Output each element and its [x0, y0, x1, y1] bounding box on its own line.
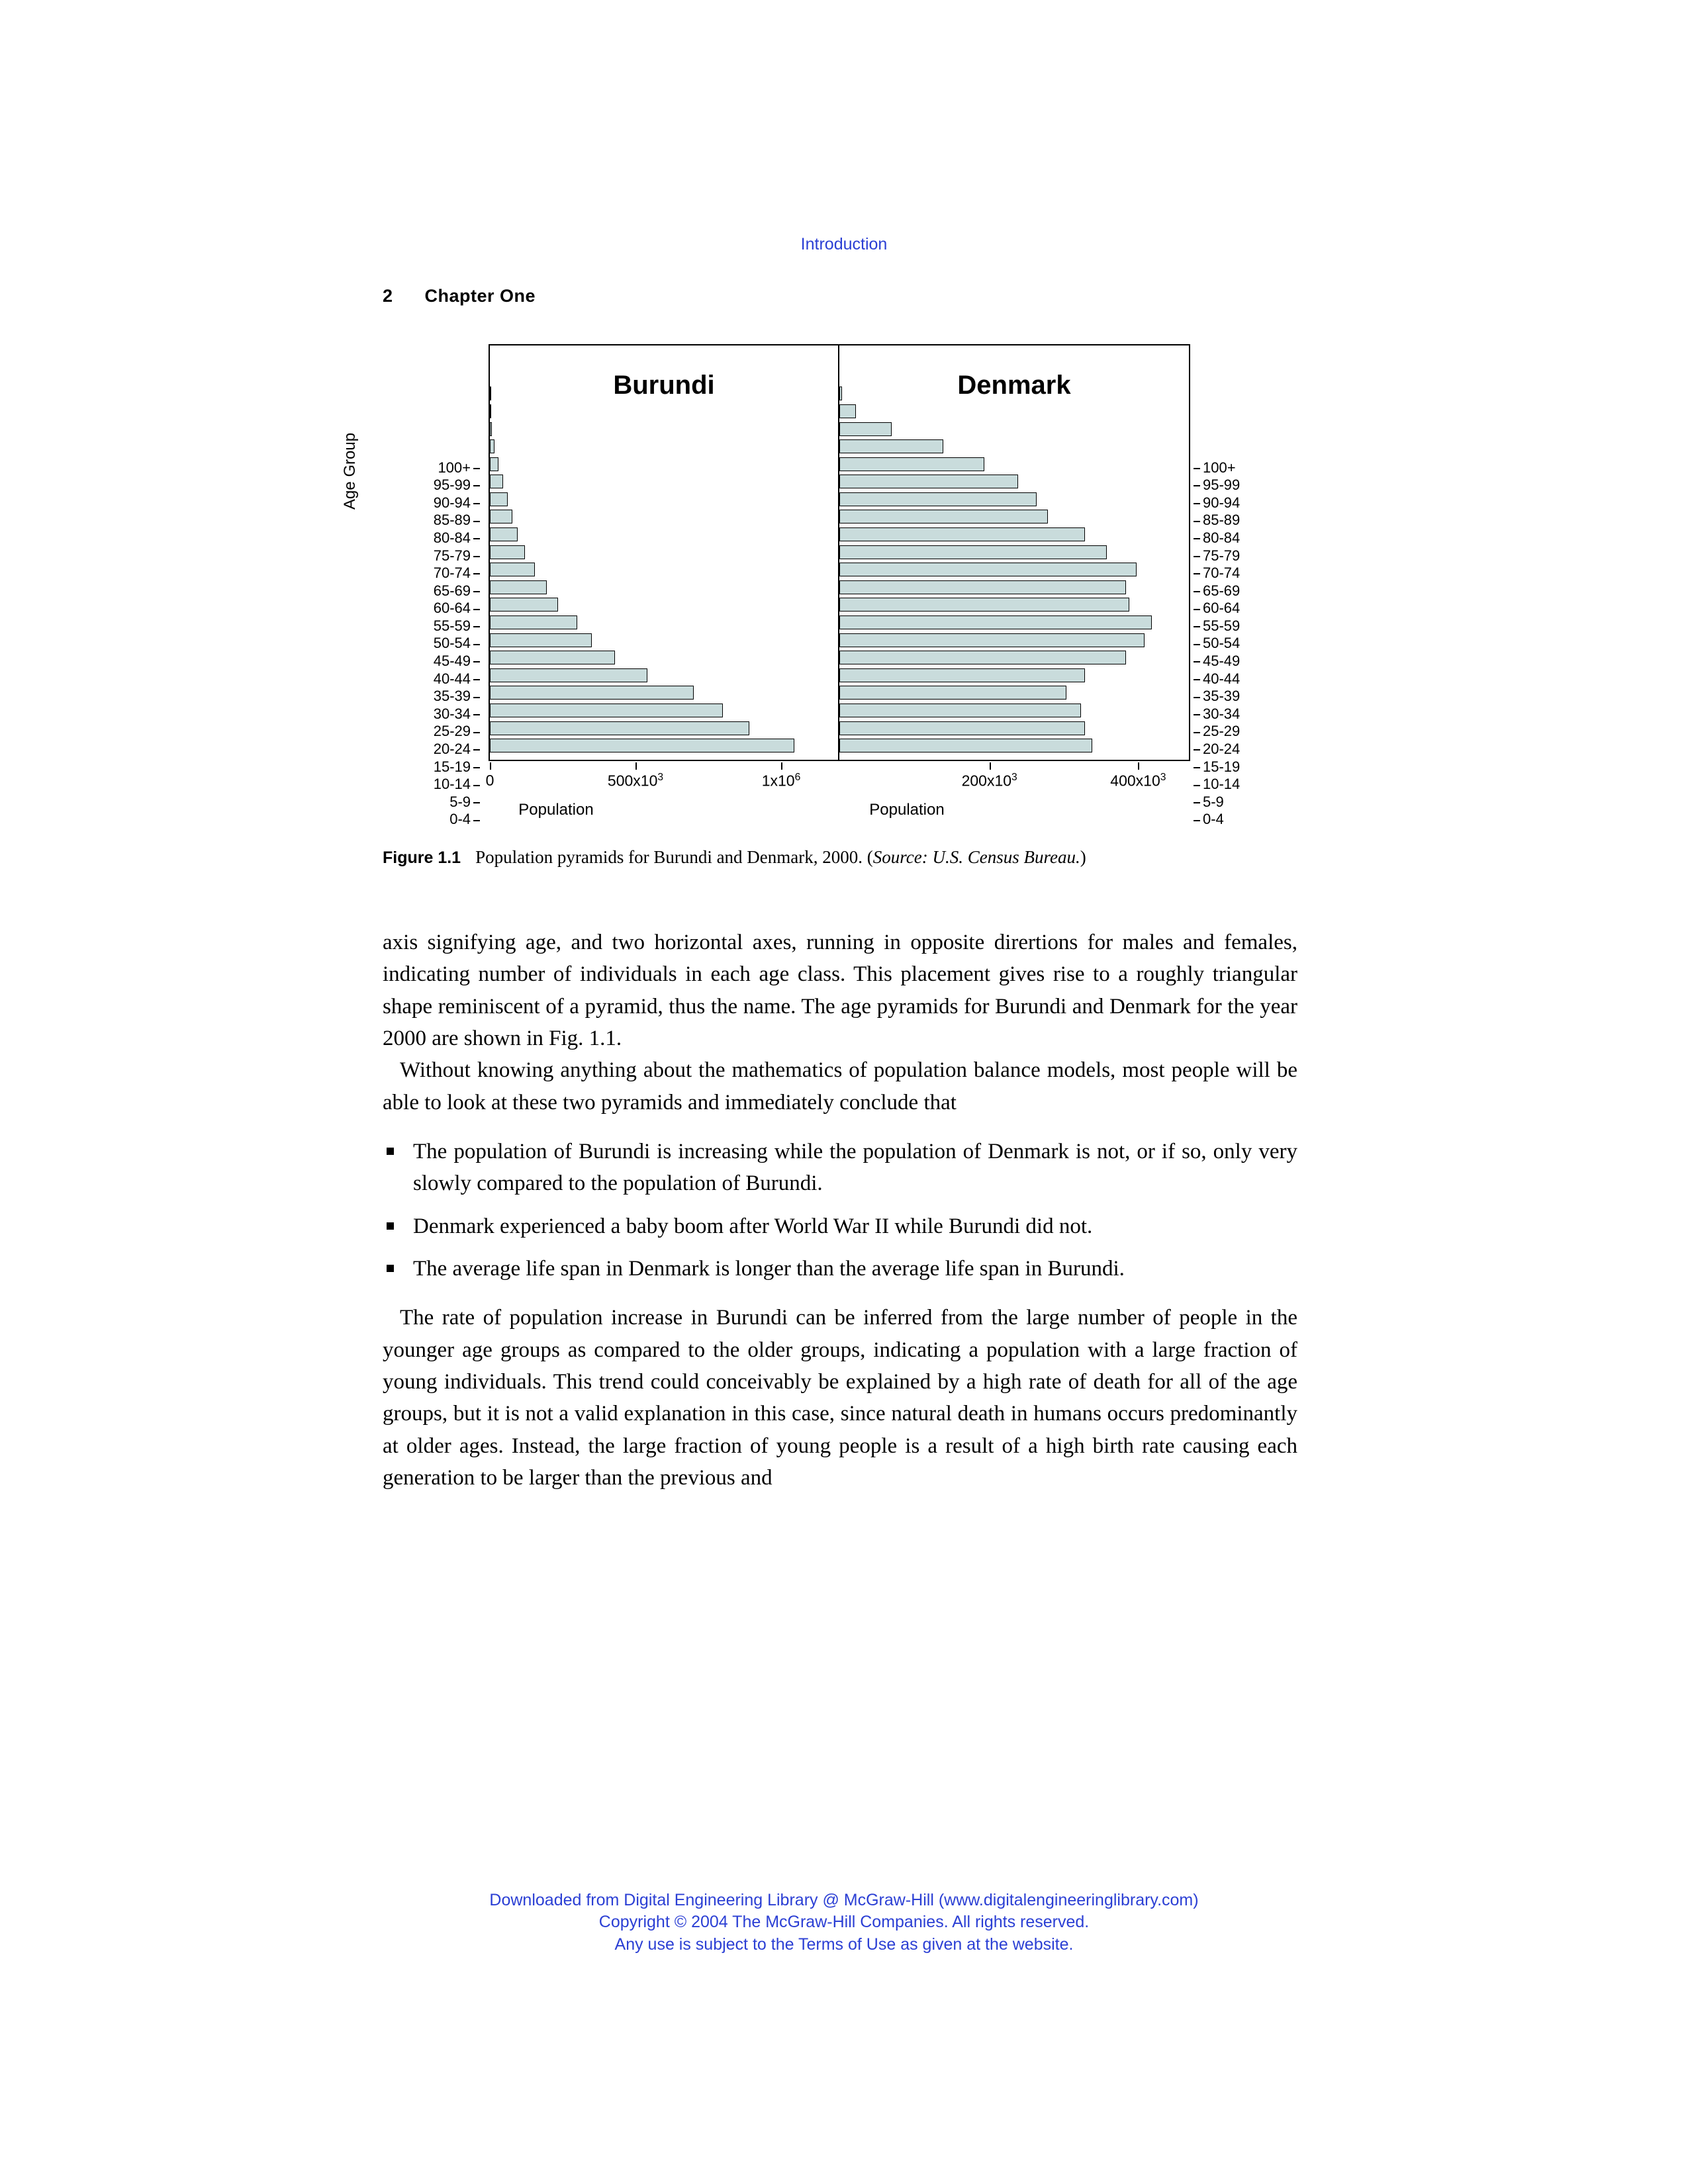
bar-row	[490, 702, 838, 719]
bar-burundi-65-69	[490, 510, 512, 523]
age-tick-85-89: 85-89	[381, 512, 480, 529]
bar-denmark-35-39	[839, 615, 1152, 629]
age-tick-60-64: 60-64	[381, 600, 480, 617]
list-item	[383, 1210, 1297, 1242]
bar-row	[490, 455, 838, 473]
bar-row	[490, 596, 838, 614]
bar-row	[490, 719, 838, 737]
chapter-header	[383, 286, 536, 306]
figure-caption	[383, 846, 1297, 870]
bar-burundi-0-4	[490, 739, 794, 752]
bars-burundi	[490, 359, 838, 754]
bar-row	[839, 631, 1189, 649]
bar-row	[839, 719, 1189, 737]
bullet-square-icon	[387, 1222, 394, 1230]
panel-title-denmark: Denmark	[957, 371, 1071, 400]
bar-denmark-15-19	[839, 686, 1066, 700]
x-axis-ticks	[485, 762, 1190, 790]
x-tick-mark	[635, 762, 637, 770]
age-tick-80-84: 80-84	[381, 529, 480, 547]
x-tick-mark	[781, 762, 782, 770]
bar-row	[490, 490, 838, 508]
x-tick-label: $400x10^3$	[1110, 772, 1166, 790]
bullet-square-icon	[387, 1265, 394, 1272]
running-head: Introduction	[800, 235, 888, 253]
age-tick-75-79: 75-79	[381, 547, 480, 565]
bar-row	[839, 666, 1189, 684]
bar-row	[839, 578, 1189, 596]
age-tick-85-89: 85-89	[1194, 512, 1293, 529]
bar-row	[839, 385, 1189, 403]
age-tick-0-4: 0-4	[381, 811, 480, 829]
bar-row	[839, 402, 1189, 420]
age-tick-30-34: 30-34	[1194, 705, 1293, 723]
x-tick-mark	[990, 762, 991, 770]
bar-burundi-70-74	[490, 492, 508, 506]
bar-row	[490, 543, 838, 561]
x-tick-label: $500x10^3$	[607, 772, 664, 790]
list-item-text: The population of Burundi is increasing while the population of Denmark is not, or if so, only very slowly compared to the population of Burundi.	[413, 1140, 1297, 1196]
age-tick-70-74: 70-74	[381, 565, 480, 582]
age-tick-5-9: 5-9	[1194, 794, 1293, 811]
bar-burundi-85-89	[490, 439, 494, 453]
y-axis-title: Age Group	[341, 432, 359, 510]
bar-burundi-40-44	[490, 598, 558, 612]
bar-row	[839, 508, 1189, 526]
bar-denmark-40-44	[839, 598, 1129, 612]
pyramid-plot	[489, 344, 1190, 761]
bar-burundi-90-94	[490, 422, 492, 436]
age-tick-60-64: 60-64	[1194, 600, 1293, 617]
bar-row	[490, 666, 838, 684]
age-tick-20-24: 20-24	[381, 741, 480, 758]
age-group-labels-left	[381, 357, 480, 829]
x-tick-label: $1x10^6$	[761, 772, 801, 790]
footer-line-3: Any use is subject to the Terms of Use as given at the website.	[614, 1934, 1074, 1954]
bar-burundi-75-79	[490, 475, 503, 488]
bar-denmark-55-59	[839, 545, 1107, 559]
chapter-title: Chapter One	[424, 286, 536, 306]
age-tick-15-19: 15-19	[1194, 758, 1293, 776]
paragraph-3: The rate of population increase in Burundi can be inferred from the large number of people in the younger age groups as compared to the older groups, indicating a population with a large fraction of young individuals. This trend could conceivably be explained by a high rate of death for all of the age groups, but it is not a valid explanation in this case, since natural death in humans occurs predominantly at older ages. Instead, the large fraction of young people is a result of a high birth rate causing each generation to be larger than the previous and	[383, 1306, 1297, 1490]
age-tick-80-84: 80-84	[1194, 529, 1293, 547]
bar-denmark-85-89	[839, 439, 943, 453]
age-tick-65-69: 65-69	[1194, 582, 1293, 600]
x-tick-label: 0	[485, 772, 494, 789]
age-tick-35-39: 35-39	[381, 688, 480, 705]
bar-denmark-100+	[839, 387, 842, 400]
bar-row	[839, 437, 1189, 455]
age-tick-95-99: 95-99	[381, 477, 480, 494]
list-item	[383, 1136, 1297, 1200]
bar-burundi-30-34	[490, 633, 592, 647]
list-item-text: The average life span in Denmark is longer than the average life span in Burundi.	[413, 1257, 1125, 1281]
age-tick-75-79: 75-79	[1194, 547, 1293, 565]
age-tick-15-19: 15-19	[381, 758, 480, 776]
panel-denmark	[839, 345, 1189, 760]
age-tick-95-99: 95-99	[1194, 477, 1293, 494]
bar-row	[839, 561, 1189, 578]
page-number: 2	[383, 286, 393, 306]
x-axis-title-left: Population	[518, 801, 594, 819]
bullet-square-icon	[387, 1148, 394, 1155]
bar-row	[839, 737, 1189, 754]
footer-line-1: Downloaded from Digital Engineering Library @ McGraw-Hill (www.digitalengineeringlibrary.com)	[489, 1891, 1199, 1909]
x-tick-label: $200x10^3$	[961, 772, 1017, 790]
age-tick-5-9: 5-9	[381, 794, 480, 811]
age-group-labels-right	[1194, 357, 1293, 829]
page-footer	[0, 1889, 1688, 1956]
bar-row	[839, 649, 1189, 666]
age-tick-50-54: 50-54	[381, 635, 480, 653]
figure-caption-text: Population pyramids for Burundi and Denmark, 2000. (	[475, 847, 873, 867]
bar-row	[490, 525, 838, 543]
bar-row	[839, 455, 1189, 473]
bar-row	[490, 473, 838, 491]
bar-denmark-65-69	[839, 510, 1048, 523]
age-tick-35-39: 35-39	[1194, 688, 1293, 705]
bar-denmark-70-74	[839, 492, 1037, 506]
bar-row	[839, 596, 1189, 614]
age-tick-100+: 100+	[1194, 459, 1293, 477]
bar-row	[839, 543, 1189, 561]
bar-row	[490, 614, 838, 631]
bars-denmark	[839, 359, 1189, 754]
bar-denmark-0-4	[839, 739, 1092, 752]
bar-denmark-75-79	[839, 475, 1018, 488]
bar-row	[490, 508, 838, 526]
age-tick-25-29: 25-29	[1194, 723, 1293, 741]
age-tick-40-44: 40-44	[1194, 670, 1293, 688]
bar-row	[490, 737, 838, 754]
bar-burundi-50-54	[490, 563, 535, 576]
bar-burundi-100+	[490, 387, 491, 400]
age-tick-10-14: 10-14	[381, 776, 480, 794]
bar-denmark-25-29	[839, 651, 1126, 664]
paragraph-2: Without knowing anything about the mathematics of population balance models, most people will be able to look at these two pyramids and immediately conclude that	[383, 1058, 1297, 1115]
bar-row	[839, 420, 1189, 438]
bar-denmark-10-14	[839, 704, 1081, 717]
body-text	[383, 927, 1297, 1494]
age-tick-70-74: 70-74	[1194, 565, 1293, 582]
age-tick-45-49: 45-49	[381, 653, 480, 670]
bar-denmark-50-54	[839, 563, 1137, 576]
bar-burundi-20-24	[490, 668, 647, 682]
bar-row	[839, 684, 1189, 702]
age-tick-20-24: 20-24	[1194, 741, 1293, 758]
panel-title-burundi: Burundi	[613, 371, 715, 400]
figure-caption-source: Source: U.S. Census Bureau.	[872, 847, 1080, 867]
bar-row	[490, 437, 838, 455]
bar-burundi-60-64	[490, 527, 518, 541]
bar-row	[839, 490, 1189, 508]
footer-line-2: Copyright © 2004 The McGraw-Hill Companies. All rights reserved.	[598, 1913, 1090, 1932]
bar-row	[490, 649, 838, 666]
bar-row	[490, 578, 838, 596]
bar-burundi-95-99	[490, 404, 491, 418]
age-tick-30-34: 30-34	[381, 705, 480, 723]
bar-denmark-30-34	[839, 633, 1145, 647]
age-tick-100+: 100+	[381, 459, 480, 477]
bar-burundi-15-19	[490, 686, 694, 700]
bar-row	[839, 614, 1189, 631]
bar-row	[490, 684, 838, 702]
figure-number: Figure 1.1	[383, 848, 461, 867]
bullet-list	[383, 1136, 1297, 1285]
bar-burundi-80-84	[490, 457, 498, 471]
bar-burundi-10-14	[490, 704, 723, 717]
x-axis-title-right: Population	[869, 801, 945, 819]
age-tick-65-69: 65-69	[381, 582, 480, 600]
age-tick-90-94: 90-94	[381, 494, 480, 512]
age-tick-55-59: 55-59	[1194, 617, 1293, 635]
bar-denmark-80-84	[839, 457, 984, 471]
bar-row	[490, 561, 838, 578]
age-tick-0-4: 0-4	[1194, 811, 1293, 829]
bar-row	[839, 702, 1189, 719]
age-tick-55-59: 55-59	[381, 617, 480, 635]
bar-denmark-45-49	[839, 580, 1126, 594]
age-tick-45-49: 45-49	[1194, 653, 1293, 670]
bar-burundi-35-39	[490, 615, 577, 629]
panel-burundi	[490, 345, 839, 760]
bar-denmark-5-9	[839, 721, 1085, 735]
age-tick-50-54: 50-54	[1194, 635, 1293, 653]
x-tick-mark	[1138, 762, 1139, 770]
bar-row	[839, 473, 1189, 491]
bar-denmark-95-99	[839, 404, 856, 418]
bar-row	[839, 525, 1189, 543]
bar-burundi-5-9	[490, 721, 749, 735]
list-item-text: Denmark experienced a baby boom after World War II while Burundi did not.	[413, 1214, 1093, 1238]
bar-row	[490, 631, 838, 649]
age-tick-25-29: 25-29	[381, 723, 480, 741]
bar-burundi-45-49	[490, 580, 547, 594]
bar-denmark-20-24	[839, 668, 1085, 682]
list-item	[383, 1253, 1297, 1285]
bar-burundi-55-59	[490, 545, 525, 559]
bar-denmark-90-94	[839, 422, 892, 436]
age-tick-90-94: 90-94	[1194, 494, 1293, 512]
bar-row	[490, 402, 838, 420]
age-tick-40-44: 40-44	[381, 670, 480, 688]
figure-caption-close: )	[1080, 847, 1086, 867]
bar-denmark-60-64	[839, 527, 1085, 541]
bar-row	[490, 420, 838, 438]
age-tick-10-14: 10-14	[1194, 776, 1293, 794]
x-tick-mark	[490, 762, 491, 770]
bar-row	[490, 385, 838, 403]
paragraph-1: axis signifying age, and two horizontal axes, running in opposite dirertions for males and females, indicating number of individuals in each age class. This placement gives rise to a roughly triangular shape reminiscent of a pyramid, thus the name. The age pyramids for Burundi and Denmark for the year 2000 are shown in Fig. 1.1.	[383, 931, 1297, 1051]
figure-1-1	[341, 344, 1297, 834]
bar-burundi-25-29	[490, 651, 615, 664]
